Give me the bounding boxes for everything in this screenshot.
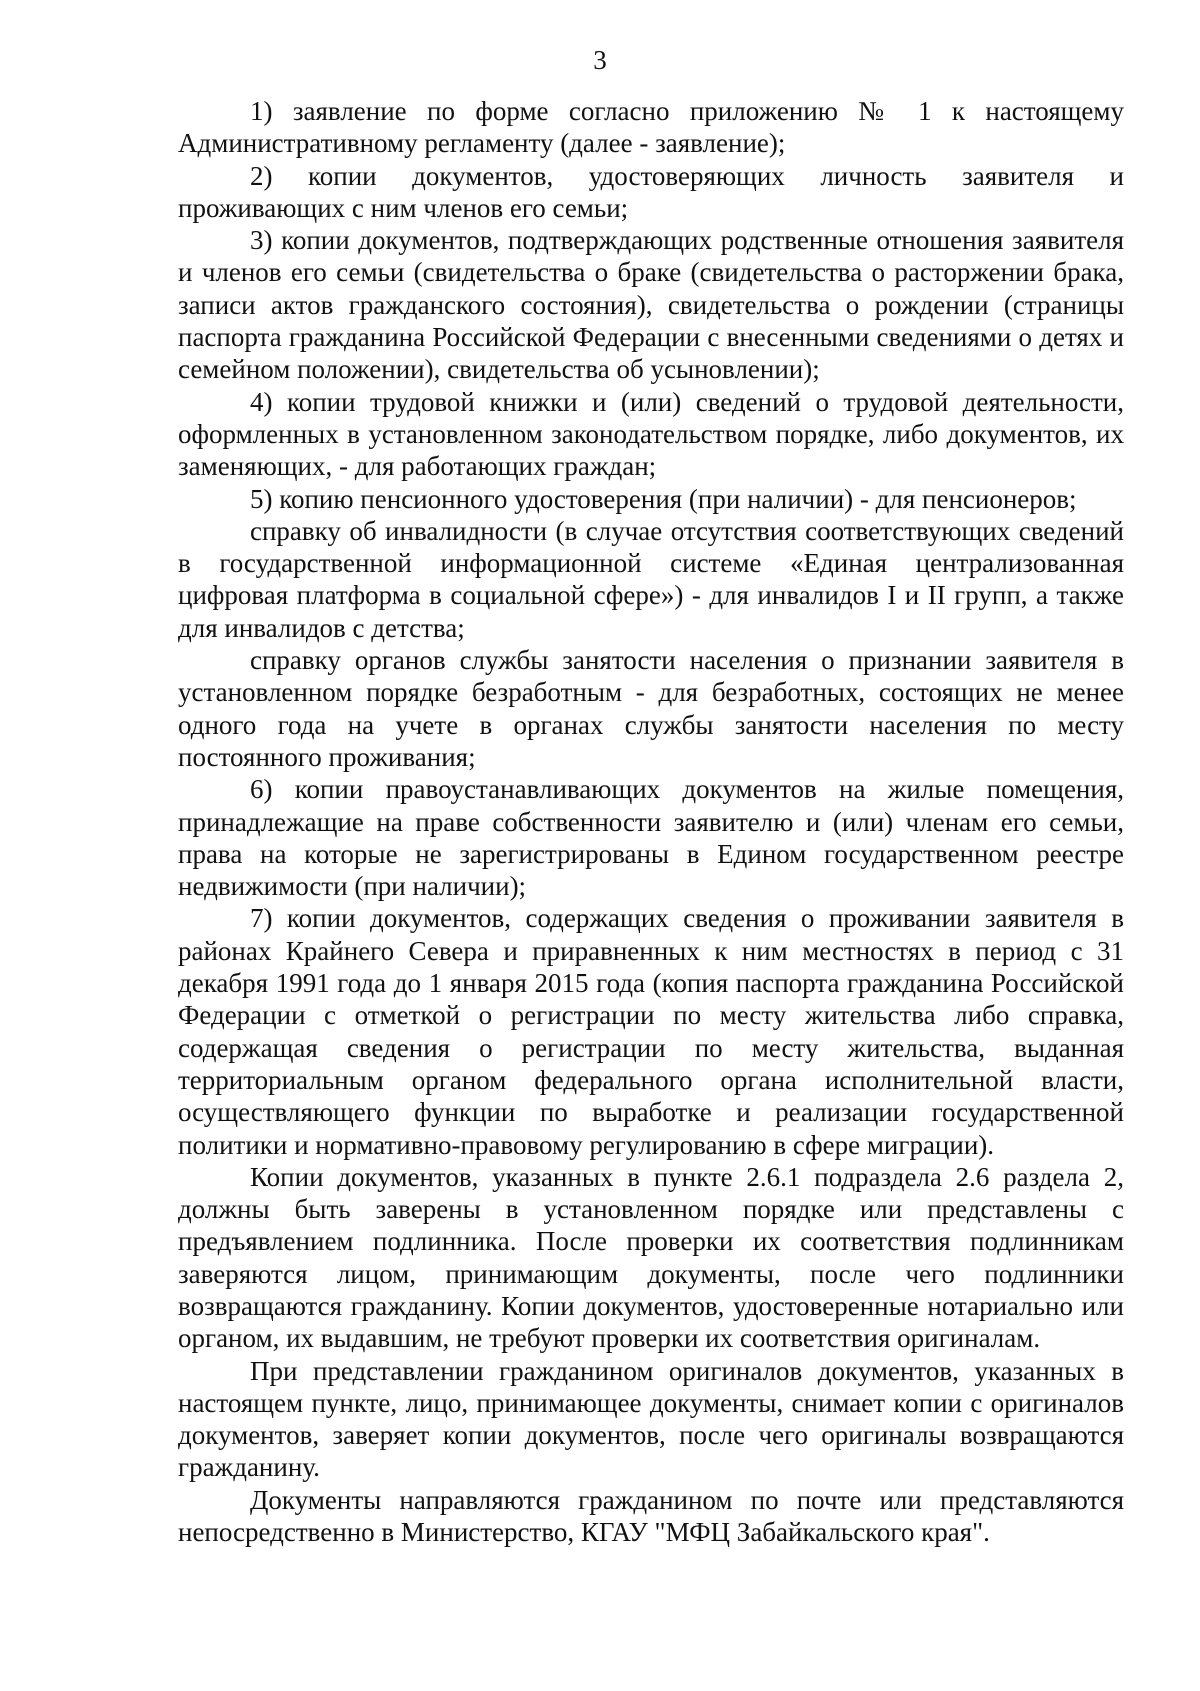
paragraph-unemployment-certificate: справку органов службы занятости населения о признании заявителя в установленном порядке безработным - для безработных, состоящих не менее одного года на учете в органах службы занятости населения по месту постоянного проживания;	[178, 645, 1124, 772]
paragraph-item-5: 5) копию пенсионного удостоверения (при наличии) - для пенсионеров;	[250, 483, 1077, 514]
paragraph-item-7: 7) копии документов, содержащих сведения о проживании заявителя в районах Крайнего Севера и приравненных к ним местностях в период с 31 декабря 1991 года до 1 января 2015 года (копия паспорта гражданина Российской Федерации с отметкой о регистрации по месту жительства либо справка, содержащая сведения о регистрации по месту жительства, выданная территориальным органом федерального органа исполнительной власти, осуществляющего функции по выработке и реализации государственной политики и нормативно-правовому регулированию в сфере миграции).	[178, 903, 1124, 1160]
document-body	[178, 95, 1124, 1548]
paragraph-item-2: 2) копии документов, удостоверяющих личность заявителя и проживающих с ним членов его семьи;	[178, 160, 1124, 223]
paragraph-originals-submission: При представлении гражданином оригиналов документов, указанных в настоящем пункте, лицо, принимающее документы, снимает копии с оригиналов документов, заверяет копии документов, после чего оригиналы возвращаются гражданину.	[178, 1355, 1124, 1483]
paragraph-disability-certificate: справку об инвалидности (в случае отсутствия соответствующих сведений в государственной информационной системе «Единая централизованная цифровая платформа в социальной сфере») - для инвалидов I и II групп, а также для инвалидов с детства;	[178, 515, 1124, 643]
paragraph-item-1: 1) заявление по форме согласно приложению № 1 к настоящему Административному регламенту (далее - заявление);	[178, 96, 1124, 159]
paragraph-item-4: 4) копии трудовой книжки и (или) сведений о трудовой деятельности, оформленных в установленном законодательством порядке, либо документов, их заменяющих, - для работающих граждан;	[178, 386, 1124, 482]
paragraph-submission-method: Документы направляются гражданином по почте или представляются непосредственно в Министерство, КГАУ "МФЦ Забайкальского края".	[178, 1484, 1124, 1548]
paragraph-copies-certification: Копии документов, указанных в пункте 2.6.1 подраздела 2.6 раздела 2, должны быть заверены в установленном порядке или представлены с предъявлением подлинника. После проверки их соответствия подлинникам заверяются лицом, принимающим документы, после чего подлинники возвращаются гражданину. Копии документов, удостоверенные нотариально или органом, их выдавшим, не требуют проверки их соответствия оригиналам.	[178, 1161, 1124, 1354]
paragraph-item-3: 3) копии документов, подтверждающих родственные отношения заявителя и членов его семьи (свидетельства о браке (свидетельства о расторжении брака, записи актов гражданского состояния), свидетельства о рождении (страницы паспорта гражданина Российской Федерации с внесенными сведениями о детях и семейном положении), свидетельства об усыновлении);	[178, 225, 1124, 385]
paragraph-item-6: 6) копии правоустанавливающих документов на жилые помещения, принадлежащие на праве собственности заявителю и (или) членам его семьи, права на которые не зарегистрированы в Едином государственном реестре недвижимости (при наличии);	[178, 774, 1124, 902]
page-number: 3	[593, 45, 607, 75]
